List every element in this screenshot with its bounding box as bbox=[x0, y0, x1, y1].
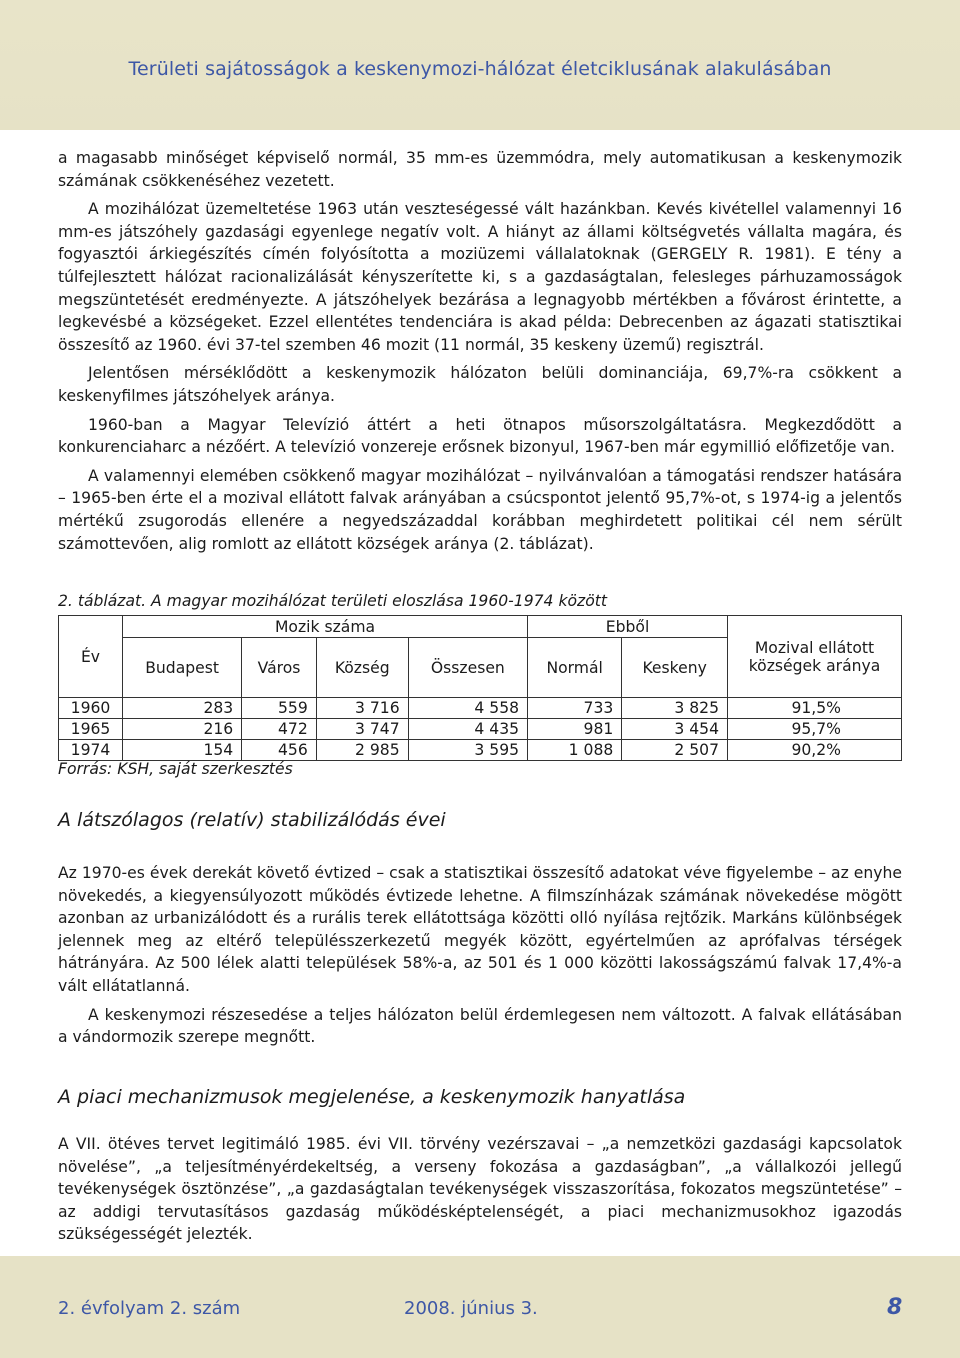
cell: 3 454 bbox=[622, 719, 728, 740]
header-budapest: Budapest bbox=[123, 638, 242, 698]
cell: 2 507 bbox=[622, 740, 728, 761]
cell: 3 595 bbox=[408, 740, 527, 761]
cell: 216 bbox=[123, 719, 242, 740]
cell: 4 435 bbox=[408, 719, 527, 740]
table-row bbox=[59, 719, 902, 740]
cell: 4 558 bbox=[408, 698, 527, 719]
body-text-top bbox=[58, 147, 902, 555]
cell: 91,5% bbox=[728, 698, 902, 719]
cell: 456 bbox=[242, 740, 317, 761]
table-row bbox=[59, 740, 902, 761]
header-year: Év bbox=[59, 616, 123, 698]
header-ratio: Mozival ellátott községek aránya bbox=[728, 616, 902, 698]
page-header bbox=[0, 0, 960, 150]
cell: 2 985 bbox=[316, 740, 408, 761]
header-keskeny: Keskeny bbox=[622, 638, 728, 698]
page-footer bbox=[0, 1256, 960, 1358]
cell: 981 bbox=[528, 719, 622, 740]
table-caption: 2. táblázat. A magyar mozihálózat területi eloszlása 1960-1974 között bbox=[58, 592, 607, 610]
paragraph: 1960-ban a Magyar Televízió áttért a heti ötnapos műsorszolgáltatásra. Megkezdődött a konkurenciaharc a nézőért. A televízió vonzereje erősnek bizonyul, 1967-ben már egymillió előfizetője van. bbox=[58, 415, 902, 457]
body-text-section1 bbox=[58, 862, 902, 1049]
running-title: Területi sajátosságok a keskenymozi-hálózat életciklusának alakulásában bbox=[128, 58, 832, 80]
paragraph: Az 1970-es évek derekát követő évtized – csak a statisztikai összesítő adatokat véve figyelembe – az enyhe növekedés, a kiegyensúlyozott működés évtizede lehetne. A filmszínházak számának növekedése mögött azonban az urbanizálódott és a rurális terek ellátottsága közötti olló nyílása rejtőzik. Markáns különbségek jelennek meg az eltérő településszerkezetű megyék között, egyértelműen az aprófalvas térségek hátrányára. Az 500 lélek alatti települések 58%-a, az 501 és 1 000 közötti lakosságszámú falvak 17,4%-a vált ellátatlanná. bbox=[58, 864, 902, 995]
cell: 90,2% bbox=[728, 740, 902, 761]
cell: 3 747 bbox=[316, 719, 408, 740]
paragraph: A mozihálózat üzemeltetése 1963 után veszteségessé vált hazánkban. Kevés kivétellel valamennyi 16 mm-es játszóhely gazdasági egyenlege negatív volt. A hiányt az állami költségvetés vállalta magára, és fogyasztói árkiegészítés címén folyósította a moziüzemi vállalatoknak (GERGELY R. 1981). E tény a túlfejlesztett hálózat racionalizálását kényszerítette ki, s a gazdaságtalan, felesleges párhuzamosságok megszüntetését eredményezte. A játszóhelyek bezárása a legnagyobb mértékben a fővárost érintette, a legkevésbé a községeket. Ezzel ellentétes tendenciára is akad példa: Debrecenben az ágazati statisztikai összesítő az 1960. évi 37-tel szemben 46 mozit (11 normál, 35 keskeny üzemű) regisztrál. bbox=[58, 200, 902, 354]
footer-volume: 2. évfolyam 2. szám bbox=[58, 1298, 241, 1319]
cell: 559 bbox=[242, 698, 317, 719]
cell: 1 088 bbox=[528, 740, 622, 761]
paragraph: A VII. ötéves tervet legitimáló 1985. évi VII. törvény vezérszavai – „a nemzetközi gazdasági kapcsolatok növelése”, „a teljesítményérdekeltség, a verseny fokozása a gazdaságban”, „a vállalkozói jellegű tevékenységek ösztönzése”, „a gazdaságtalan tevékenységek visszaszorítása, fokozatos megszüntetése” – az addigi tervutasításos gazdaság működésképtelenségét, a piaci mechanizmusokhoz igazodás szükségességét jelezték. bbox=[58, 1135, 902, 1244]
header-normal: Normál bbox=[528, 638, 622, 698]
cell: 283 bbox=[123, 698, 242, 719]
header-group-of-which: Ebből bbox=[528, 616, 728, 638]
header-group-cinemas: Mozik száma bbox=[123, 616, 528, 638]
section-heading: A látszólagos (relatív) stabilizálódás évei bbox=[58, 809, 446, 831]
cell: 154 bbox=[123, 740, 242, 761]
paragraph: Jelentősen mérséklődött a keskenymozik hálózaton belüli dominanciája, 69,7%-ra csökkent a keskenyfilmes játszóhelyek aránya. bbox=[58, 364, 902, 405]
body-text-section2 bbox=[58, 1133, 902, 1246]
cinema-distribution-table bbox=[58, 615, 902, 761]
table-source: Forrás: KSH, saját szerkesztés bbox=[58, 760, 293, 778]
header-kozseg: Község bbox=[316, 638, 408, 698]
paragraph: a magasabb minőséget képviselő normál, 35 mm-es üzemmódra, mely automatikusan a keskenymozik számának csökkenéséhez vezetett. bbox=[58, 149, 902, 190]
header-osszesen: Összesen bbox=[408, 638, 527, 698]
cell: 472 bbox=[242, 719, 317, 740]
cell: 95,7% bbox=[728, 719, 902, 740]
section-heading: A piaci mechanizmusok megjelenése, a keskenymozik hanyatlása bbox=[58, 1086, 686, 1108]
footer-date: 2008. június 3. bbox=[404, 1298, 538, 1319]
table-row bbox=[59, 698, 902, 719]
cell: 3 825 bbox=[622, 698, 728, 719]
paragraph: A valamennyi elemében csökkenő magyar mozihálózat – nyilvánvalóan a támogatási rendszer hatására – 1965-ben érte el a mozival ellátott falvak arányában a csúcspontot jelentő 95,7%-ot, s 1974-ig a jelentős mértékű zsugorodás ellenére a negyedszázaddal korábban meghirdetett politikai cél nem sérült számottevően, alig romlott az ellátott községek aránya (2. táblázat). bbox=[58, 466, 902, 553]
cell: 733 bbox=[528, 698, 622, 719]
paragraph: A keskenymozi részesedése a teljes hálózaton belül érdemlegesen nem változott. A falvak ellátásában a vándormozik szerepe megnőtt. bbox=[58, 1005, 902, 1047]
cell: 3 716 bbox=[316, 698, 408, 719]
cell: 1960 bbox=[59, 698, 123, 719]
page-number: 8 bbox=[887, 1295, 903, 1320]
header-varos: Város bbox=[242, 638, 317, 698]
cell: 1965 bbox=[59, 719, 123, 740]
cell: 1974 bbox=[59, 740, 123, 761]
